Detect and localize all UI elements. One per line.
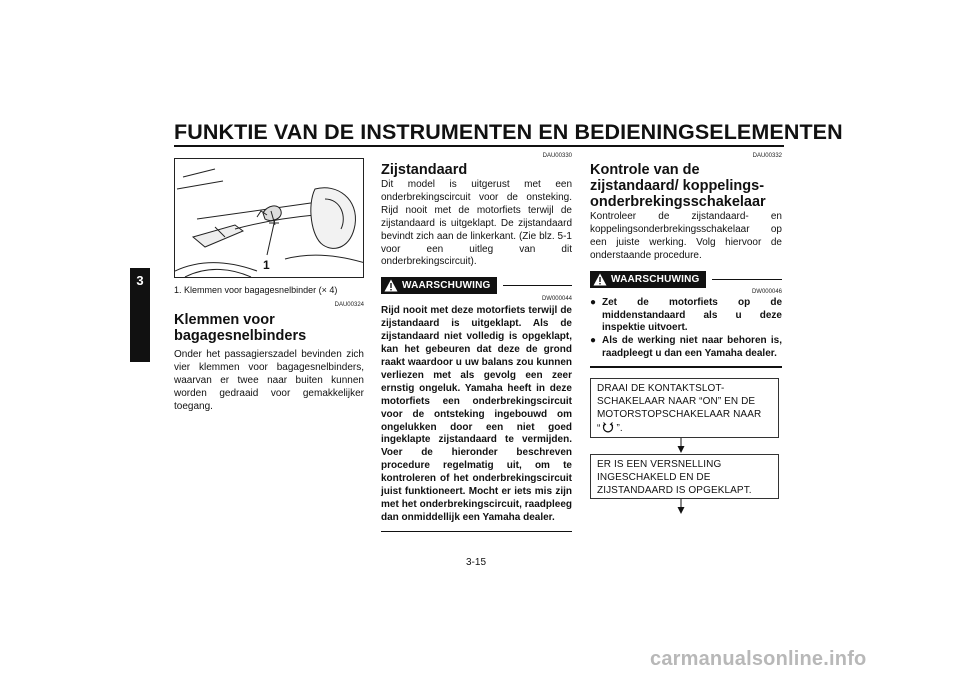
warning-rule — [712, 279, 782, 280]
warning-list — [590, 297, 782, 362]
flow-arrow-down-icon — [676, 499, 686, 515]
warning-header — [590, 271, 782, 288]
flow-step-quote-close: ”. — [616, 422, 623, 434]
warning-header — [381, 277, 572, 294]
chapter-tab: 3 — [130, 268, 150, 362]
section-switch-check — [590, 153, 782, 368]
section-body: Dit model is uitgerust met een onderbrekingscircuit voor de onsteking. Rijd nooit met de motorfiets terwijl de zijstandaard is uitgeklapt. De zijstandaard bevindt zich aan de linkerkant. (Zie blz. 5-1 voor een uitleg van dit onderbrekingscircuit). — [381, 179, 572, 268]
flow-step-quote-open: “ — [597, 422, 601, 434]
warning-triangle-icon — [384, 279, 398, 292]
flow-step-box-2: ER IS EEN VERSNELLING INGESCHAKELD EN DE ZIJSTANDAARD IS OPGEKLAPT. — [590, 454, 779, 499]
warning-label: WAARSCHUWING — [402, 280, 491, 292]
warning-text: Rijd nooit met deze motorfiets terwijl de zijstandaard is uitgeklapt. Als de zijstandaard niet volledig is opgeklapt, kan het gebeuren dat deze de grond raakt waardoor u uw balans zou kunnen verliezen met als gevolg een zeer ernstig ongeluk. Yamaha heeft in deze motorfiets een onderbrekingscircuit voor de ontsteking ingebouwd om ongelukken door een niet goed ingeklapte zijstandaard te vermijden. Voer de hieronder beschreven procedure regelmatig uit, om te kontroleren of het onderbrekingscircuit juist funktioneert. Mocht er iets mis zijn met het onderbrekingscircuit, raadpleeg dan onmiddellijk een Yamaha dealer. — [381, 305, 572, 523]
warning-badge — [590, 271, 706, 288]
warning-triangle-icon — [593, 273, 607, 286]
warning-list-item: ● Zet de motorfiets op de middenstandaard als u deze inspektie uitvoert. — [590, 296, 782, 334]
section-luggage-hooks — [174, 302, 364, 414]
page-number: 3-15 — [466, 557, 487, 568]
figure-caption: 1. Klemmen voor bagagesnelbinder (× 4) — [174, 285, 338, 295]
luggage-hook-illustration — [174, 158, 364, 278]
bullet-icon: ● — [590, 296, 597, 308]
section-code: DAU00330 — [542, 153, 572, 159]
section-sidestand — [381, 153, 572, 532]
section-heading: Kontrole van de zijstandaard/ koppelings-onderbrekingsschakelaar — [590, 162, 766, 210]
header-rule — [174, 145, 784, 147]
warning-label: WAARSCHUWING — [611, 273, 700, 285]
figure-callout-1: 1 — [263, 258, 270, 272]
flow-step-box-1: DRAAI DE KONTAKTSLOT-SCHAKELAAR NAAR “ON” EN DE MOTORSTOPSCHAKELAAR NAAR “ ”. — [590, 378, 779, 438]
section-body: Kontroleer de zijstandaard- en koppelingsonderbrekingsschakelaar op een juiste werking. Volg hiervoor de onderstaande procedure. — [590, 211, 782, 261]
warning-code: DW000046 — [751, 288, 782, 295]
warning-rule — [503, 285, 572, 286]
section-code: DAU00332 — [752, 153, 782, 159]
section-code: DAU00324 — [334, 302, 364, 308]
section-heading: Zijstandaard — [381, 162, 468, 178]
section-heading: Klemmen voor bagagesnelbinders — [174, 312, 307, 344]
engine-stop-run-icon — [602, 422, 614, 438]
site-watermark: carmanualsonline.info — [650, 648, 867, 670]
warning-end-rule — [590, 366, 782, 368]
section-body: Onder het passagierszadel bevinden zich vier klemmen voor bagagesnelbinders, waarvan er twee naar buiten kunnen worden gedraaid voor gemakkelijker toegang. — [174, 349, 364, 412]
warning-code: DW000044 — [541, 296, 572, 303]
bullet-icon: ● — [590, 335, 597, 347]
flow-arrow-down-icon — [676, 438, 686, 454]
warning-badge — [381, 277, 497, 294]
warning-list-item: ● Als de werking niet naar behoren is, raadpleegt u dan een Yamaha dealer. — [590, 335, 782, 360]
page-header-title: FUNKTIE VAN DE INSTRUMENTEN EN BEDIENINGSELEMENTEN — [174, 120, 843, 144]
warning-end-rule — [381, 531, 572, 533]
